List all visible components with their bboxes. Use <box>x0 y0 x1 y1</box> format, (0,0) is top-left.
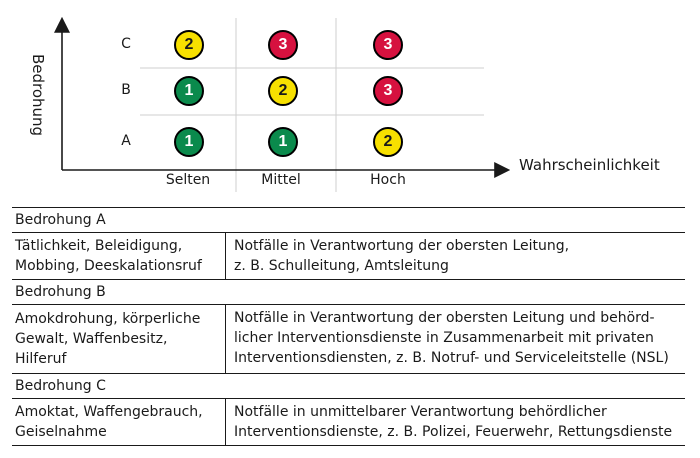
risk-matrix <box>0 0 700 205</box>
text-line: Notfälle in Verantwortung der obersten Leitung und behörd- <box>234 310 655 326</box>
row-label-a: A <box>121 133 131 149</box>
section-b-triggers <box>12 305 226 373</box>
text-line: Interventionsdienste, z. B. Polizei, Feuerwehr, Rettungsdienste <box>234 424 673 440</box>
cell-c-mittel: 3 <box>268 30 298 60</box>
section-c-responsibility <box>226 399 685 445</box>
row-label-b: B <box>121 82 131 98</box>
text-line: Notfälle in Verantwortung der obersten Leitung, <box>234 238 570 254</box>
section-row-a <box>12 232 685 279</box>
cell-a-mittel: 1 <box>268 127 298 157</box>
text-line: Geiselnahme <box>15 424 107 440</box>
text-line: Tätlichkeit, Beleidigung, <box>15 238 183 254</box>
section-heading-b: Bedrohung B <box>12 279 685 304</box>
section-row-b <box>12 304 685 373</box>
text-line: z. B. Schulleitung, Amtsleitung <box>234 258 449 274</box>
cell-c-hoch: 3 <box>373 30 403 60</box>
text-line: licher Interventionsdienste in Zusammenarbeit mit privaten <box>234 330 654 346</box>
row-label-c: C <box>121 36 131 52</box>
section-a-responsibility <box>226 233 685 279</box>
section-heading-c: Bedrohung C <box>12 373 685 398</box>
text-line: Notfälle in unmittelbarer Verantwortung behördlicher <box>234 404 607 420</box>
text-line: Amokdrohung, körperliche <box>15 311 201 327</box>
text-line: Mobbing, Deeskalationsruf <box>15 258 202 274</box>
col-label-selten: Selten <box>165 172 211 188</box>
section-row-c <box>12 398 685 445</box>
cell-a-hoch: 2 <box>373 127 403 157</box>
x-axis-label: Wahrscheinlichkeit <box>519 156 660 174</box>
section-c-triggers <box>12 399 226 445</box>
text-line: Gewalt, Waffenbesitz, Hilferuf <box>15 331 168 367</box>
col-label-mittel: Mittel <box>261 172 301 188</box>
section-b-responsibility <box>226 305 685 373</box>
cell-a-selten: 1 <box>174 127 204 157</box>
cell-b-selten: 1 <box>174 76 204 106</box>
col-label-hoch: Hoch <box>370 172 406 188</box>
cell-c-selten: 2 <box>174 30 204 60</box>
text-line: Amoktat, Waffengebrauch, <box>15 404 203 420</box>
section-a-triggers <box>12 233 226 279</box>
cell-b-mittel: 2 <box>268 76 298 106</box>
section-heading-a: Bedrohung A <box>12 207 685 232</box>
threat-table <box>12 207 685 446</box>
table-bottom-rule <box>12 445 685 446</box>
cell-b-hoch: 3 <box>373 76 403 106</box>
y-axis-label: Bedrohung <box>29 53 47 137</box>
text-line: Interventionsdiensten, z. B. Notruf- und Serviceleitstelle (NSL) <box>234 350 669 366</box>
